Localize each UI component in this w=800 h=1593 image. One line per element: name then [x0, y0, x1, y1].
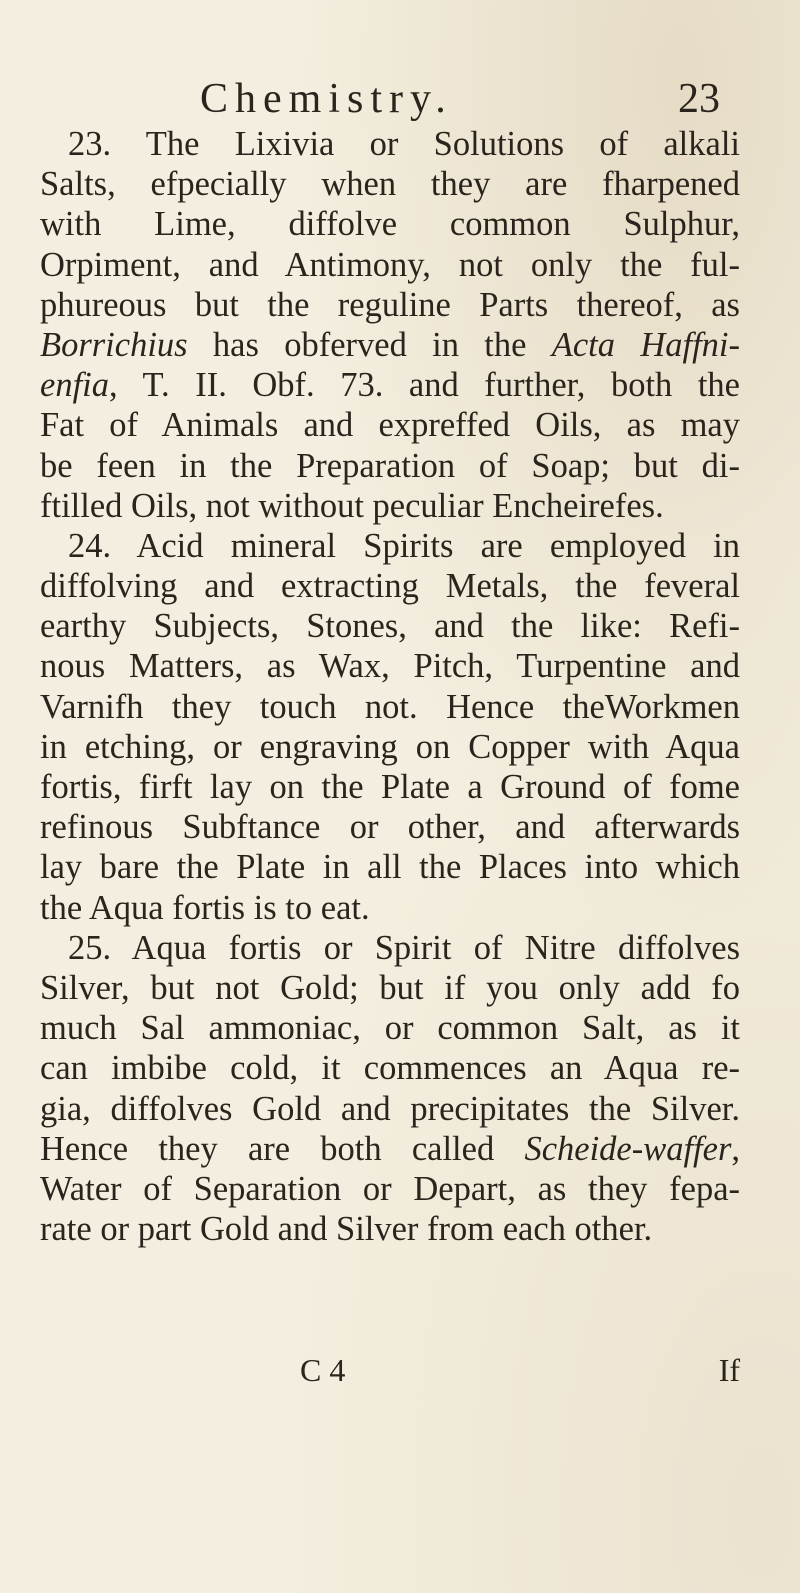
text-line [40, 365, 740, 405]
text-line [40, 1048, 740, 1088]
text-line [40, 1089, 740, 1129]
text-run: nous Matters, as Wax, Pitch, Turpentine and [40, 647, 740, 686]
text-line [40, 928, 740, 968]
page-header [200, 74, 720, 124]
text-line [40, 727, 740, 767]
text-run: earthy Subjects, Stones, and the like: Refi- [40, 607, 740, 646]
text-line [40, 204, 740, 244]
text-run: Orpiment, and Antimony, not only the ful- [40, 245, 740, 284]
text-line [40, 566, 740, 606]
page-footer [300, 1350, 740, 1390]
text-run: fortis, firft lay on the Plate a Ground of fome [40, 768, 740, 806]
text-line [40, 1209, 740, 1249]
text-line [40, 847, 740, 887]
text-line [40, 405, 740, 445]
text-run: Fat of Animals and expreffed Oils, as may [40, 406, 740, 445]
text-line [40, 888, 740, 928]
text-line [40, 767, 740, 807]
catchword: If [718, 1352, 740, 1388]
body-text [40, 124, 740, 1249]
text-run: diffolving and extracting Metals, the feveral [40, 567, 740, 606]
text-line [40, 1129, 740, 1169]
text-run: has obferved in the [187, 325, 552, 364]
text-run: the Aqua fortis is to eat. [40, 888, 370, 927]
text-run: Silver, but not Gold; but if you only add fo [40, 968, 740, 1007]
text-run: refinous Subftance or other, and afterwards [40, 808, 740, 847]
text-run: 23. The Lixivia or Solutions of alkali [68, 125, 740, 163]
text-run: in etching, or engraving on Copper with Aqua [40, 727, 740, 766]
text-run: Varnifh they touch not. Hence theWorkmen [40, 687, 740, 726]
text-line [40, 1169, 740, 1209]
page-number: 23 [678, 76, 720, 122]
text-run: ftilled Oils, not without peculiar Encheirefes. [40, 486, 664, 525]
text-line [40, 285, 740, 325]
text-line [40, 325, 740, 365]
text-run: lay bare the Plate in all the Places into which [40, 848, 740, 887]
text-run: phureous but the reguline Parts thereof, as [40, 285, 740, 324]
italic-text: enfia [40, 366, 109, 405]
text-run: Salts, efpecially when they are fharpened [40, 165, 740, 204]
text-line [40, 245, 740, 285]
text-line [40, 1008, 740, 1048]
text-run: can imbibe cold, it commences an Aqua re- [40, 1049, 740, 1088]
text-line [40, 164, 740, 204]
text-run: with Lime, diffolve common Sulphur, [40, 205, 740, 244]
text-run: much Sal ammoniac, or common Salt, as it [40, 1009, 740, 1048]
text-run: Water of Separation or Depart, as they fepa- [40, 1169, 740, 1208]
text-run: 25. Aqua fortis or Spirit of Nitre diffolves [68, 928, 740, 967]
text-run: 24. Acid mineral Spirits are employed in [68, 526, 740, 565]
text-run: rate or part Gold and Silver from each other. [40, 1210, 653, 1249]
italic-text: Borrichius [40, 325, 188, 364]
text-line [40, 486, 740, 526]
text-run: gia, diffolves Gold and precipitates the Silver. [40, 1089, 740, 1128]
italic-text: Acta Haffni- [551, 325, 741, 364]
text-line [40, 124, 740, 164]
text-run: , T. II. Obf. 73. and further, both the [108, 366, 740, 405]
text-line [40, 446, 740, 486]
text-line [40, 646, 740, 686]
text-run: be feen in the Preparation of Soap; but di- [40, 446, 740, 485]
signature-mark: C 4 [300, 1352, 346, 1388]
text-line [40, 606, 740, 646]
text-line [40, 687, 740, 727]
italic-text: Scheide-waffer [524, 1129, 732, 1168]
text-run: Hence they are both called [40, 1129, 525, 1168]
text-line [40, 807, 740, 847]
running-title: Chemistry. [200, 76, 453, 122]
text-run: , [731, 1129, 740, 1168]
text-line [40, 968, 740, 1008]
text-line [40, 526, 740, 566]
